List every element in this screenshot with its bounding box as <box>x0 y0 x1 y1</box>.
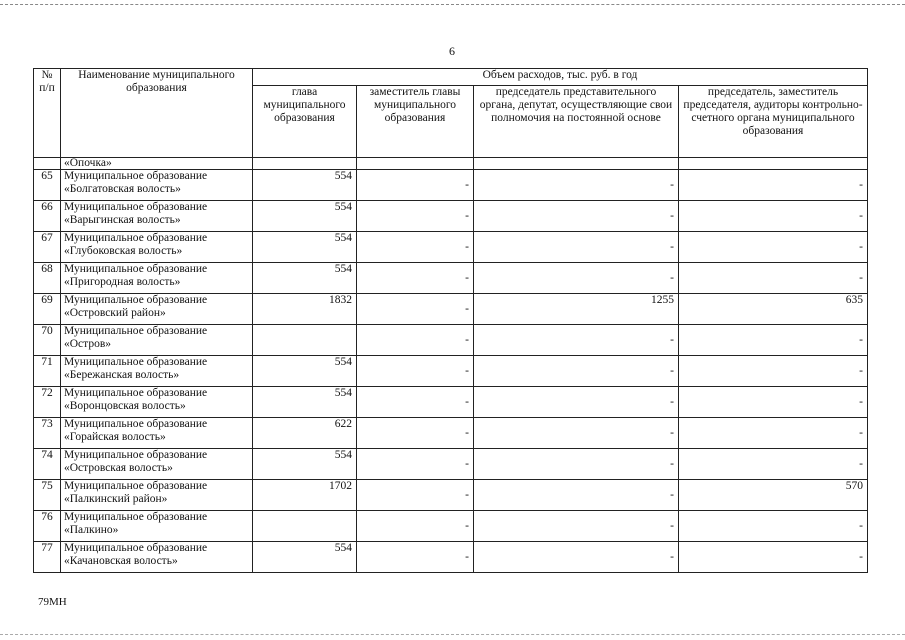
audit-chamber-expense: 635 <box>679 294 868 325</box>
continuation-num <box>34 158 61 170</box>
municipality-type: Муниципальное образование <box>64 356 208 368</box>
table-row <box>34 294 868 325</box>
municipality-title: «Воронцовская волость» <box>64 400 186 412</box>
header-num: № п/п <box>34 69 61 158</box>
row-number: 77 <box>34 542 61 573</box>
municipality-type: Муниципальное образование <box>64 387 208 399</box>
scan-top-edge <box>0 4 905 5</box>
table-body <box>34 158 868 573</box>
audit-chamber-expense: - <box>679 263 868 294</box>
municipality-type: Муниципальное образование <box>64 263 208 275</box>
audit-chamber-expense: - <box>679 201 868 232</box>
municipality-title: «Палкинский район» <box>64 493 168 505</box>
continuation-cell <box>474 158 679 170</box>
scan-bottom-edge <box>0 634 905 635</box>
audit-chamber-expense: - <box>679 387 868 418</box>
municipality-name <box>61 480 253 511</box>
header-deputy-head: заместитель главы муниципального образования <box>357 86 474 158</box>
head-expense: 554 <box>253 387 357 418</box>
council-chair-expense: - <box>474 356 679 387</box>
table-row <box>34 201 868 232</box>
audit-chamber-expense: - <box>679 170 868 201</box>
head-expense: 1832 <box>253 294 357 325</box>
municipality-type: Муниципальное образование <box>64 418 208 430</box>
council-chair-expense: - <box>474 418 679 449</box>
municipality-type: Муниципальное образование <box>64 449 208 461</box>
municipality-name <box>61 294 253 325</box>
municipality-name <box>61 542 253 573</box>
municipality-name <box>61 449 253 480</box>
municipality-title: «Пригородная волость» <box>64 276 181 288</box>
council-chair-expense: - <box>474 201 679 232</box>
table-row <box>34 387 868 418</box>
deputy-head-expense: - <box>357 418 474 449</box>
audit-chamber-expense: - <box>679 325 868 356</box>
continuation-row <box>34 158 868 170</box>
row-number: 73 <box>34 418 61 449</box>
head-expense <box>253 325 357 356</box>
municipality-name <box>61 263 253 294</box>
council-chair-expense: 1255 <box>474 294 679 325</box>
municipality-title: «Болгатовская волость» <box>64 183 181 195</box>
deputy-head-expense: - <box>357 449 474 480</box>
continuation-cell <box>679 158 868 170</box>
table-row <box>34 511 868 542</box>
row-number: 74 <box>34 449 61 480</box>
municipality-title: «Островская волость» <box>64 462 173 474</box>
municipality-title: «Палкино» <box>64 524 119 536</box>
audit-chamber-expense: - <box>679 418 868 449</box>
row-number: 66 <box>34 201 61 232</box>
header-head: глава муниципального образования <box>253 86 357 158</box>
council-chair-expense: - <box>474 542 679 573</box>
continuation-cell <box>357 158 474 170</box>
continuation-cell <box>253 158 357 170</box>
municipality-type: Муниципальное образование <box>64 201 208 213</box>
council-chair-expense: - <box>474 263 679 294</box>
footer-code: 79МН <box>38 596 67 608</box>
deputy-head-expense: - <box>357 325 474 356</box>
municipality-type: Муниципальное образование <box>64 480 208 492</box>
table-row <box>34 232 868 263</box>
row-number: 70 <box>34 325 61 356</box>
council-chair-expense: - <box>474 449 679 480</box>
council-chair-expense: - <box>474 480 679 511</box>
table-row <box>34 263 868 294</box>
row-number: 68 <box>34 263 61 294</box>
row-number: 75 <box>34 480 61 511</box>
municipality-title: «Островский район» <box>64 307 166 319</box>
audit-chamber-expense: 570 <box>679 480 868 511</box>
deputy-head-expense: - <box>357 387 474 418</box>
head-expense: 554 <box>253 263 357 294</box>
deputy-head-expense: - <box>357 201 474 232</box>
deputy-head-expense: - <box>357 511 474 542</box>
municipality-type: Муниципальное образование <box>64 325 208 337</box>
table-row <box>34 480 868 511</box>
head-expense <box>253 511 357 542</box>
municipality-title: «Бережанская волость» <box>64 369 180 381</box>
table-row <box>34 170 868 201</box>
header-audit-chamber: председатель, заместитель председателя, аудиторы контрольно-счетного органа муниципального образования <box>679 86 868 158</box>
header-council-chair: председатель представительного органа, депутат, осуществляющие свои полномочия на постоянной основе <box>474 86 679 158</box>
page-number: 6 <box>449 44 455 58</box>
municipality-name <box>61 201 253 232</box>
row-number: 71 <box>34 356 61 387</box>
row-number: 67 <box>34 232 61 263</box>
municipality-type: Муниципальное образование <box>64 542 208 554</box>
municipality-type: Муниципальное образование <box>64 170 208 182</box>
municipality-type: Муниципальное образование <box>64 232 208 244</box>
audit-chamber-expense: - <box>679 356 868 387</box>
council-chair-expense: - <box>474 170 679 201</box>
table-row <box>34 418 868 449</box>
table-row <box>34 542 868 573</box>
municipality-title: «Глубоковская волость» <box>64 245 183 257</box>
head-expense: 1702 <box>253 480 357 511</box>
council-chair-expense: - <box>474 232 679 263</box>
head-expense: 554 <box>253 201 357 232</box>
municipality-type: Муниципальное образование <box>64 294 208 306</box>
table-row <box>34 449 868 480</box>
municipality-name <box>61 232 253 263</box>
table-row <box>34 356 868 387</box>
continuation-name: «Опочка» <box>61 158 253 170</box>
council-chair-expense: - <box>474 387 679 418</box>
deputy-head-expense: - <box>357 480 474 511</box>
head-expense: 554 <box>253 542 357 573</box>
audit-chamber-expense: - <box>679 232 868 263</box>
head-expense: 554 <box>253 170 357 201</box>
council-chair-expense: - <box>474 511 679 542</box>
deputy-head-expense: - <box>357 294 474 325</box>
municipality-title: «Горайская волость» <box>64 431 166 443</box>
header-name: Наименование муниципального образования <box>61 69 253 158</box>
municipality-title: «Варыгинская волость» <box>64 214 181 226</box>
deputy-head-expense: - <box>357 542 474 573</box>
row-number: 76 <box>34 511 61 542</box>
audit-chamber-expense: - <box>679 449 868 480</box>
header-expenses-group: Объем расходов, тыс. руб. в год <box>253 69 868 86</box>
deputy-head-expense: - <box>357 356 474 387</box>
municipality-type: Муниципальное образование <box>64 511 208 523</box>
municipality-name <box>61 511 253 542</box>
municipality-name <box>61 170 253 201</box>
audit-chamber-expense: - <box>679 511 868 542</box>
row-number: 69 <box>34 294 61 325</box>
row-number: 65 <box>34 170 61 201</box>
municipality-title: «Остров» <box>64 338 112 350</box>
council-chair-expense: - <box>474 325 679 356</box>
municipality-name <box>61 325 253 356</box>
head-expense: 622 <box>253 418 357 449</box>
deputy-head-expense: - <box>357 170 474 201</box>
head-expense: 554 <box>253 449 357 480</box>
row-number: 72 <box>34 387 61 418</box>
deputy-head-expense: - <box>357 263 474 294</box>
head-expense: 554 <box>253 356 357 387</box>
audit-chamber-expense: - <box>679 542 868 573</box>
municipality-title: «Качановская волость» <box>64 555 178 567</box>
deputy-head-expense: - <box>357 232 474 263</box>
municipality-name <box>61 387 253 418</box>
expenses-table <box>33 68 868 573</box>
municipality-name <box>61 356 253 387</box>
table-row <box>34 325 868 356</box>
head-expense: 554 <box>253 232 357 263</box>
municipality-name <box>61 418 253 449</box>
